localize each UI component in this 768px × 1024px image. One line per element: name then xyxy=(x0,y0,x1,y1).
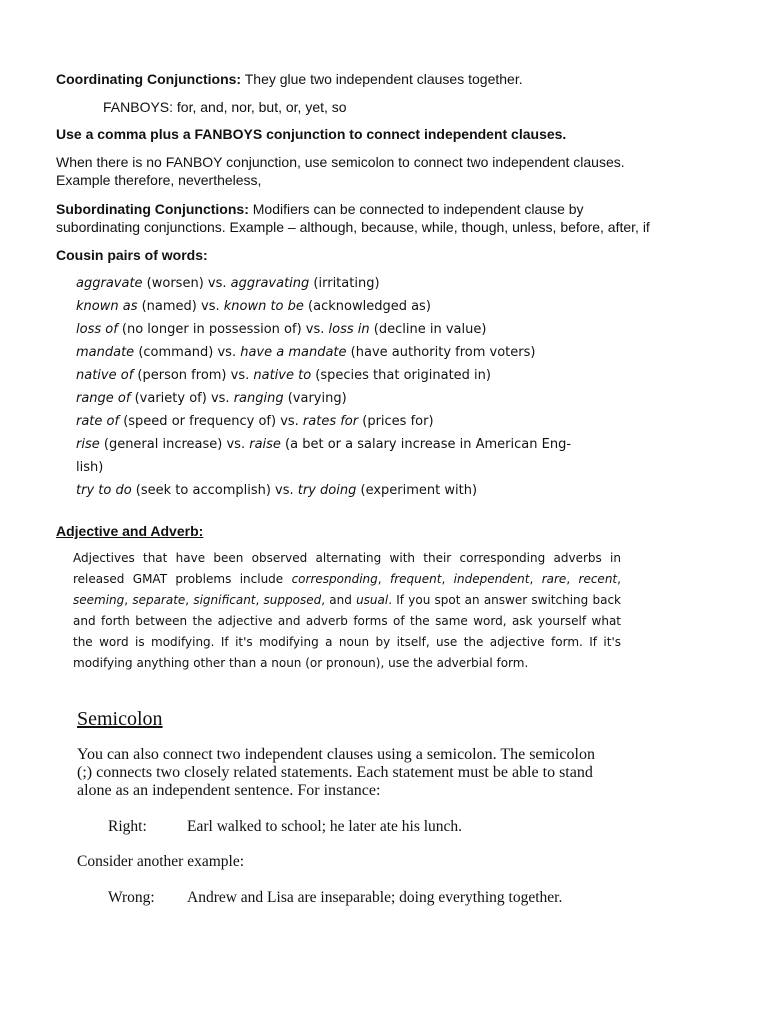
adjective-example-word: supposed xyxy=(263,593,322,607)
cousin-term: native to xyxy=(253,368,312,383)
cousin-term: ranging xyxy=(233,391,284,406)
subordinating-line2: subordinating conjunctions. Example – although, because, while, though, unless, before, after, if xyxy=(56,219,650,235)
adjective-example-word: significant xyxy=(193,593,256,607)
cousin-item xyxy=(76,433,571,456)
adjective-example-word: seeming xyxy=(73,593,125,607)
cousin-item xyxy=(76,295,571,318)
coordinating-text: They glue two independent clauses together. xyxy=(244,71,523,87)
right-label: Right: xyxy=(108,818,147,835)
subordinating xyxy=(56,200,650,236)
wrong-example: Andrew and Lisa are inseparable; doing everything together. xyxy=(187,889,563,906)
cousin-item xyxy=(76,410,571,433)
coordinating-line xyxy=(56,70,523,88)
cousin-term: try to do xyxy=(76,483,132,498)
fanboys-line: FANBOYS: for, and, nor, but, or, yet, so xyxy=(103,99,347,115)
adjective-heading: Adjective and Adverb: xyxy=(56,523,204,539)
cousin-term: raise xyxy=(249,437,281,452)
cousin-term: native of xyxy=(76,368,134,383)
cousin-item xyxy=(76,479,571,502)
cousin-gloss: (named) vs. xyxy=(137,299,224,314)
semicolon-rule-line1: When there is no FANBOY conjunction, use semicolon to connect two independent clauses. xyxy=(56,154,625,170)
cousin-gloss: (decline in value) xyxy=(369,322,487,337)
cousin-gloss: (irritating) xyxy=(309,276,380,291)
cousin-term: range of xyxy=(76,391,131,406)
cousin-gloss: (worsen) vs. xyxy=(142,276,231,291)
semicolon-title: Semicolon xyxy=(77,708,163,730)
cousin-gloss: (varying) xyxy=(283,391,347,406)
cousin-gloss: (acknowledged as) xyxy=(303,299,431,314)
cousin-gloss: lish) xyxy=(76,460,104,475)
wrong-label: Wrong: xyxy=(108,889,155,906)
cousin-term: rate of xyxy=(76,414,120,429)
cousin-list xyxy=(76,272,571,502)
cousin-gloss: (have authority from voters) xyxy=(346,345,536,360)
adjective-text-1: Adjectives that have been observed alternating with their corresponding adverbs in released GMAT problems include xyxy=(73,551,621,586)
cousin-term: known to be xyxy=(223,299,304,314)
cousin-term: rates for xyxy=(302,414,359,429)
adjective-example-word: recent xyxy=(578,572,618,586)
cousin-item xyxy=(76,318,571,341)
cousin-gloss: (species that originated in) xyxy=(311,368,491,383)
right-example: Earl walked to school; he later ate his lunch. xyxy=(187,818,463,835)
adjective-example-word: independent xyxy=(453,572,530,586)
cousin-term: mandate xyxy=(76,345,135,360)
cousin-term: rise xyxy=(76,437,100,452)
adjective-example-word: frequent xyxy=(389,572,442,586)
semicolon-rule xyxy=(56,153,625,189)
cousin-term: known as xyxy=(76,299,138,314)
cousin-item xyxy=(76,364,571,387)
cousin-gloss: (no longer in possession of) vs. xyxy=(117,322,329,337)
cousin-item xyxy=(76,456,571,479)
adjective-example-word: corresponding xyxy=(291,572,378,586)
cousin-item xyxy=(76,387,571,410)
coordinating-heading: Coordinating Conjunctions: xyxy=(56,71,242,87)
semicolon-rule-line2: Example therefore, nevertheless, xyxy=(56,172,262,188)
cousin-gloss: (general increase) vs. xyxy=(99,437,250,452)
cousin-term: aggravating xyxy=(230,276,310,291)
cousin-gloss: (prices for) xyxy=(358,414,434,429)
cousin-term: loss of xyxy=(76,322,118,337)
cousin-gloss: (person from) vs. xyxy=(133,368,254,383)
cousin-gloss: (experiment with) xyxy=(356,483,478,498)
cousin-heading: Cousin pairs of words: xyxy=(56,247,208,263)
cousin-term: loss in xyxy=(328,322,370,337)
adjective-paragraph: Adjectives that have been observed alternating with their corresponding adverbs in released GMAT problems include corresponding, frequent, independent, rare, recent, seeming, separate, significant, supposed, and usual. If you spot an answer switching back and forth between the adjective and adverb forms of the same word, ask yourself what the word is modifying. If it's modifying a noun by itself, use the adjective form. If it's modifying anything other than a noun (or pronoun), use the adverbial form. xyxy=(73,551,621,670)
cousin-term: have a mandate xyxy=(240,345,347,360)
cousin-term: try doing xyxy=(297,483,357,498)
semicolon-paragraph: You can also connect two independent clauses using a semicolon. The semicolon (;) connects two closely related statements. Each statement must be able to stand alone as an independent sentence. For instance: xyxy=(77,746,595,799)
cousin-gloss: (variety of) vs. xyxy=(130,391,234,406)
cousin-gloss: (speed or frequency of) vs. xyxy=(119,414,303,429)
cousin-item xyxy=(76,341,571,364)
cousin-item xyxy=(76,272,571,295)
cousin-gloss: (a bet or a salary increase in American Eng- xyxy=(280,437,572,452)
cousin-gloss: (seek to accomplish) vs. xyxy=(131,483,298,498)
comma-rule: Use a comma plus a FANBOYS conjunction to connect independent clauses. xyxy=(56,126,567,142)
cousin-gloss: (command) vs. xyxy=(134,345,241,360)
consider-text: Consider another example: xyxy=(77,853,245,870)
adjective-example-word: separate xyxy=(132,593,186,607)
subordinating-heading: Subordinating Conjunctions: xyxy=(56,201,249,217)
subordinating-line1: Modifiers can be connected to independent clause by xyxy=(252,201,584,217)
adjective-text-2: If you spot an answer switching back and forth between the adjective and adverb forms of the same word, ask yourself what the word is modifying. If it's modifying a noun by itself, use the adjective form. If it's modifying anything other than a noun (or pronoun), use the adverbial form. xyxy=(73,593,621,670)
cousin-term: aggravate xyxy=(76,276,143,291)
adjective-example-word: rare xyxy=(541,572,567,586)
adjective-example-word: usual xyxy=(356,593,389,607)
